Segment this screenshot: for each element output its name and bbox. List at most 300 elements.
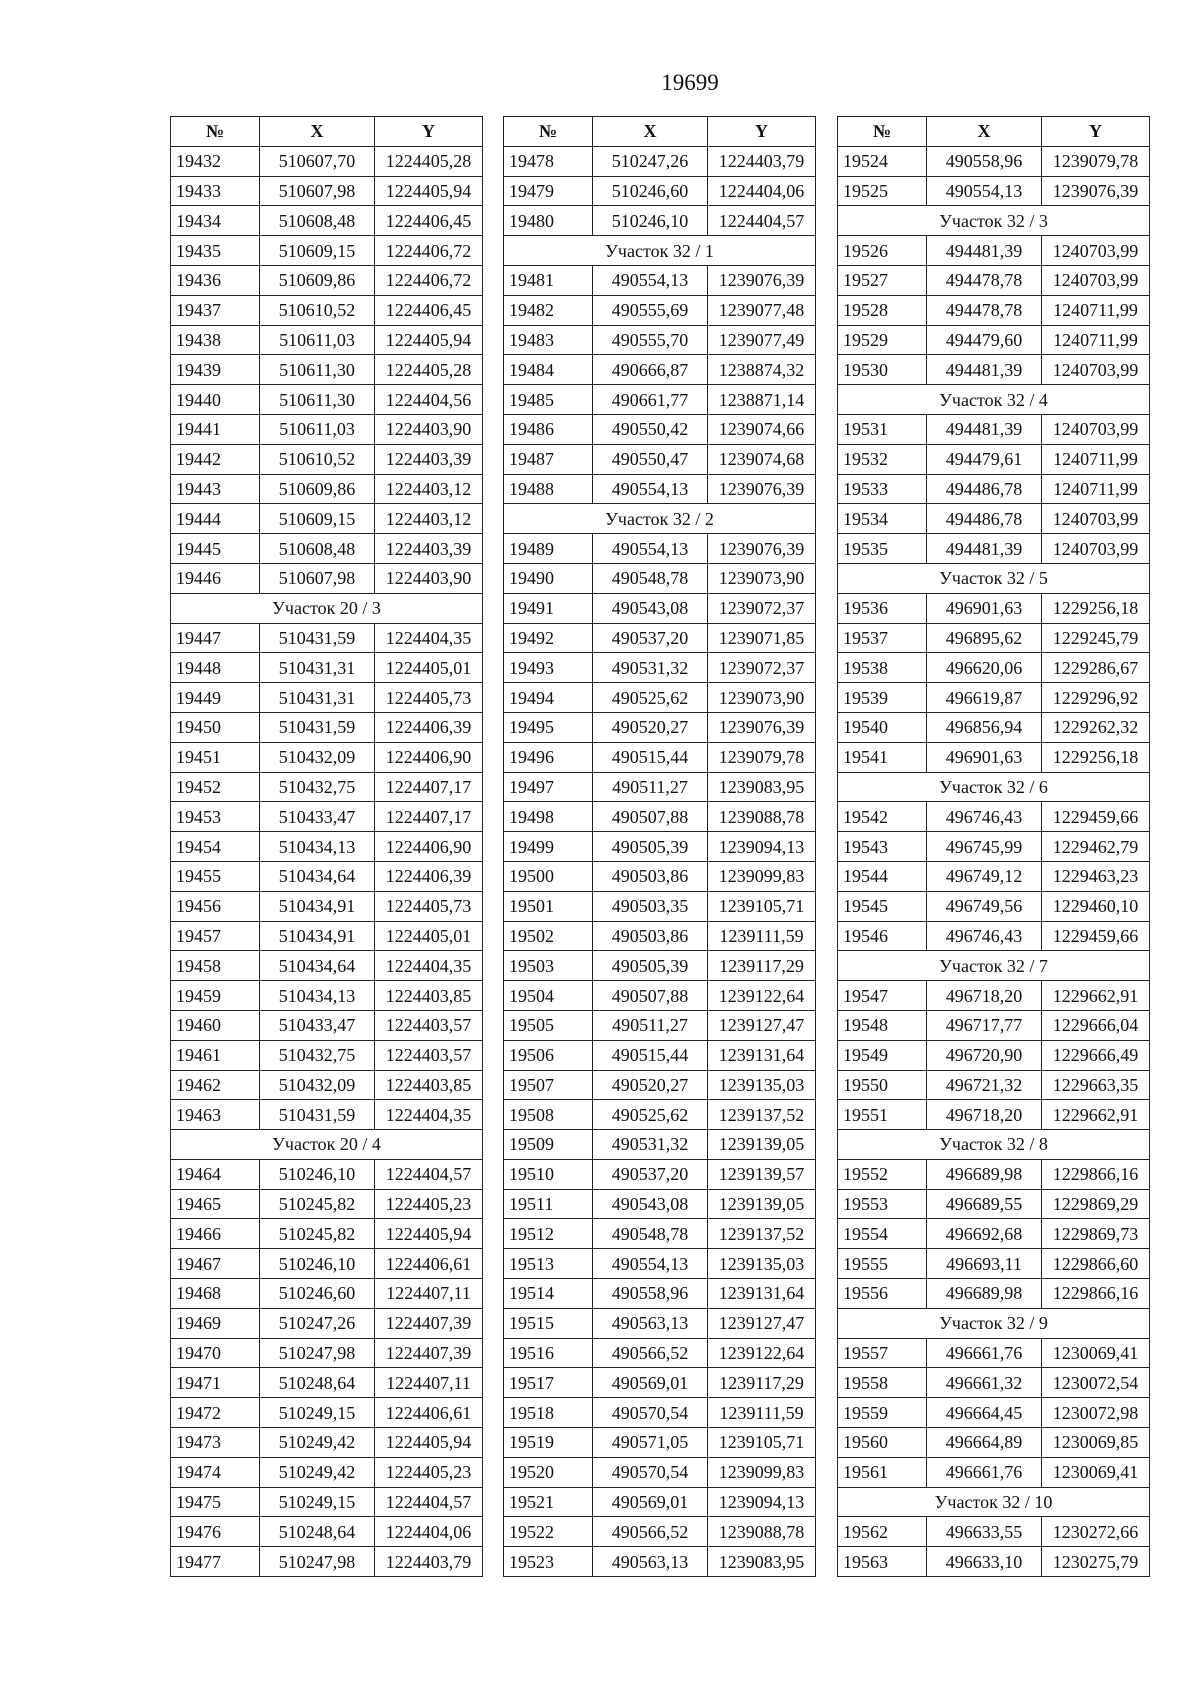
- point-number: 19525: [838, 176, 927, 206]
- coord-y: 1239076,39: [708, 474, 816, 504]
- coord-y: 1229866,60: [1042, 1249, 1150, 1279]
- point-number: 19465: [171, 1189, 260, 1219]
- table-row: [504, 563, 816, 593]
- coord-y: 1229869,73: [1042, 1219, 1150, 1249]
- point-number: 19548: [838, 1010, 927, 1040]
- coord-y: 1224404,06: [375, 1517, 483, 1547]
- table-row: [504, 921, 816, 951]
- coord-x: 496692,68: [927, 1219, 1042, 1249]
- coord-y: 1224404,57: [375, 1159, 483, 1189]
- header-number: №: [171, 117, 260, 147]
- point-number: 19534: [838, 504, 927, 534]
- point-number: 19551: [838, 1100, 927, 1130]
- coord-y: 1229662,91: [1042, 1100, 1150, 1130]
- coord-y: 1224405,23: [375, 1457, 483, 1487]
- table-row: [504, 802, 816, 832]
- point-number: 19483: [504, 325, 593, 355]
- point-number: 19516: [504, 1338, 593, 1368]
- point-number: 19440: [171, 385, 260, 415]
- coord-y: 1239099,83: [708, 861, 816, 891]
- table-row: [171, 683, 483, 713]
- coord-y: 1224405,73: [375, 891, 483, 921]
- coord-x: 510247,26: [593, 146, 708, 176]
- table-row: [171, 1219, 483, 1249]
- table-row: [171, 1308, 483, 1338]
- point-number: 19488: [504, 474, 593, 504]
- point-number: 19492: [504, 623, 593, 653]
- table-row: [171, 1010, 483, 1040]
- section-title: Участок 20 / 4: [171, 1130, 483, 1160]
- coord-y: 1240703,99: [1042, 355, 1150, 385]
- coord-x: 510434,64: [260, 861, 375, 891]
- coord-x: 496664,89: [927, 1428, 1042, 1458]
- coord-x: 494481,39: [927, 355, 1042, 385]
- coord-y: 1239139,05: [708, 1189, 816, 1219]
- coord-x: 496745,99: [927, 832, 1042, 862]
- table-row: [838, 1070, 1150, 1100]
- coord-y: 1224407,17: [375, 772, 483, 802]
- table-row: [504, 1159, 816, 1189]
- point-number: 19528: [838, 295, 927, 325]
- coord-y: 1239139,57: [708, 1159, 816, 1189]
- coord-y: 1240711,99: [1042, 444, 1150, 474]
- coord-x: 510434,13: [260, 832, 375, 862]
- coord-y: 1224403,79: [708, 146, 816, 176]
- coord-x: 490554,13: [593, 265, 708, 295]
- section-title: Участок 32 / 6: [838, 772, 1150, 802]
- table-row: [171, 742, 483, 772]
- header-number: №: [504, 117, 593, 147]
- coord-y: 1230072,98: [1042, 1398, 1150, 1428]
- table-row: [504, 981, 816, 1011]
- coord-x: 494481,39: [927, 236, 1042, 266]
- coord-x: 510607,98: [260, 176, 375, 206]
- coord-y: 1229256,18: [1042, 742, 1150, 772]
- table-row: [838, 683, 1150, 713]
- coord-y: 1224405,94: [375, 1219, 483, 1249]
- point-number: 19470: [171, 1338, 260, 1368]
- table-row: [171, 1279, 483, 1309]
- header-y: Y: [1042, 117, 1150, 147]
- point-number: 19451: [171, 742, 260, 772]
- coord-y: 1224407,17: [375, 802, 483, 832]
- table-row: [504, 295, 816, 325]
- coord-y: 1239137,52: [708, 1100, 816, 1130]
- point-number: 19508: [504, 1100, 593, 1130]
- table-row: [171, 1159, 483, 1189]
- coord-y: 1224403,12: [375, 504, 483, 534]
- section-title: Участок 32 / 4: [838, 385, 1150, 415]
- coord-y: 1238874,32: [708, 355, 816, 385]
- table-row: [504, 1338, 816, 1368]
- coord-y: 1229459,66: [1042, 802, 1150, 832]
- coord-x: 510610,52: [260, 444, 375, 474]
- table-row: [171, 1249, 483, 1279]
- coord-x: 490570,54: [593, 1398, 708, 1428]
- coord-y: 1239071,85: [708, 623, 816, 653]
- table-row: [838, 653, 1150, 683]
- header-y: Y: [708, 117, 816, 147]
- table-row: [504, 951, 816, 981]
- point-number: 19541: [838, 742, 927, 772]
- table-row: [171, 1070, 483, 1100]
- coord-x: 490554,13: [593, 474, 708, 504]
- point-number: 19493: [504, 653, 593, 683]
- table-row: [838, 504, 1150, 534]
- coord-x: 510246,60: [260, 1279, 375, 1309]
- coord-y: 1224406,90: [375, 742, 483, 772]
- coord-y: 1224405,23: [375, 1189, 483, 1219]
- point-number: 19555: [838, 1249, 927, 1279]
- coord-x: 496746,43: [927, 921, 1042, 951]
- point-number: 19494: [504, 683, 593, 713]
- coordinates-table-2: [503, 116, 816, 1577]
- table-row: [838, 593, 1150, 623]
- point-number: 19466: [171, 1219, 260, 1249]
- section-title: Участок 32 / 9: [838, 1308, 1150, 1338]
- table-row: [171, 265, 483, 295]
- coord-x: 490525,62: [593, 1100, 708, 1130]
- section-row: [171, 593, 483, 623]
- coord-x: 490511,27: [593, 772, 708, 802]
- coord-y: 1239137,52: [708, 1219, 816, 1249]
- coord-x: 510611,03: [260, 414, 375, 444]
- coord-y: 1239105,71: [708, 1428, 816, 1458]
- coord-x: 494478,78: [927, 265, 1042, 295]
- table-row: [171, 1398, 483, 1428]
- point-number: 19531: [838, 414, 927, 444]
- table-header-row: [171, 117, 483, 147]
- table-row: [504, 206, 816, 236]
- coord-y: 1229245,79: [1042, 623, 1150, 653]
- coord-x: 490507,88: [593, 981, 708, 1011]
- page-number: 19699: [661, 70, 719, 95]
- table-row: [838, 1219, 1150, 1249]
- table-row: [171, 474, 483, 504]
- coord-x: 490550,42: [593, 414, 708, 444]
- point-number: 19560: [838, 1428, 927, 1458]
- point-number: 19450: [171, 712, 260, 742]
- coord-y: 1224406,39: [375, 861, 483, 891]
- coord-y: 1240711,99: [1042, 474, 1150, 504]
- table-row: [838, 1189, 1150, 1219]
- point-number: 19452: [171, 772, 260, 802]
- point-number: 19445: [171, 534, 260, 564]
- point-number: 19437: [171, 295, 260, 325]
- table-row: [838, 802, 1150, 832]
- table-row: [504, 861, 816, 891]
- point-number: 19471: [171, 1368, 260, 1398]
- table-row: [504, 1308, 816, 1338]
- coordinates-table-1: [170, 116, 483, 1577]
- table-row: [504, 1487, 816, 1517]
- coord-x: 490555,70: [593, 325, 708, 355]
- coord-x: 510431,59: [260, 1100, 375, 1130]
- section-title: Участок 32 / 8: [838, 1130, 1150, 1160]
- coord-x: 510608,48: [260, 206, 375, 236]
- point-number: 19432: [171, 146, 260, 176]
- point-number: 19510: [504, 1159, 593, 1189]
- coord-y: 1239076,39: [708, 712, 816, 742]
- coord-x: 496901,63: [927, 593, 1042, 623]
- coord-y: 1224403,39: [375, 444, 483, 474]
- coord-y: 1239076,39: [1042, 176, 1150, 206]
- coord-y: 1239117,29: [708, 1368, 816, 1398]
- table-row: [838, 265, 1150, 295]
- table-row: [504, 1040, 816, 1070]
- coord-x: 510248,64: [260, 1517, 375, 1547]
- coord-y: 1240703,99: [1042, 414, 1150, 444]
- table-row: [171, 1040, 483, 1070]
- table-row: [838, 712, 1150, 742]
- point-number: 19486: [504, 414, 593, 444]
- point-number: 19514: [504, 1279, 593, 1309]
- header-number: №: [838, 117, 927, 147]
- coord-y: 1239073,90: [708, 563, 816, 593]
- table-row: [504, 593, 816, 623]
- table-row: [504, 355, 816, 385]
- table-row: [504, 1189, 816, 1219]
- coord-y: 1224404,57: [375, 1487, 483, 1517]
- point-number: 19460: [171, 1010, 260, 1040]
- table-row: [504, 832, 816, 862]
- table-row: [171, 1547, 483, 1577]
- table-row: [171, 146, 483, 176]
- coord-x: 496689,55: [927, 1189, 1042, 1219]
- table-row: [171, 414, 483, 444]
- coord-y: 1229286,67: [1042, 653, 1150, 683]
- coord-y: 1224405,94: [375, 325, 483, 355]
- coord-y: 1240703,99: [1042, 236, 1150, 266]
- point-number: 19468: [171, 1279, 260, 1309]
- coord-y: 1230069,85: [1042, 1428, 1150, 1458]
- point-number: 19475: [171, 1487, 260, 1517]
- coord-x: 496689,98: [927, 1279, 1042, 1309]
- coord-x: 510609,15: [260, 236, 375, 266]
- coord-x: 510246,10: [260, 1249, 375, 1279]
- coord-y: 1239131,64: [708, 1040, 816, 1070]
- coord-y: 1230275,79: [1042, 1547, 1150, 1577]
- coord-y: 1239074,68: [708, 444, 816, 474]
- coord-x: 496693,11: [927, 1249, 1042, 1279]
- table-row: [171, 772, 483, 802]
- table-row: [171, 1517, 483, 1547]
- point-number: 19484: [504, 355, 593, 385]
- table-row: [504, 1428, 816, 1458]
- table-row: [171, 951, 483, 981]
- coord-x: 510245,82: [260, 1189, 375, 1219]
- coord-x: 496901,63: [927, 742, 1042, 772]
- point-number: 19542: [838, 802, 927, 832]
- coordinates-table-3: [837, 116, 1150, 1577]
- section-title: Участок 20 / 3: [171, 593, 483, 623]
- table-row: [504, 1398, 816, 1428]
- coord-x: 490503,86: [593, 921, 708, 951]
- point-number: 19515: [504, 1308, 593, 1338]
- point-number: 19526: [838, 236, 927, 266]
- table-row: [504, 265, 816, 295]
- table-row: [171, 444, 483, 474]
- coord-y: 1239099,83: [708, 1457, 816, 1487]
- coord-y: 1224405,28: [375, 355, 483, 385]
- section-title: Участок 32 / 5: [838, 563, 1150, 593]
- coord-y: 1230069,41: [1042, 1338, 1150, 1368]
- coord-x: 496661,32: [927, 1368, 1042, 1398]
- coord-y: 1239117,29: [708, 951, 816, 981]
- coord-y: 1229869,29: [1042, 1189, 1150, 1219]
- point-number: 19458: [171, 951, 260, 981]
- table-row: [838, 1547, 1150, 1577]
- coord-x: 490505,39: [593, 832, 708, 862]
- coord-x: 510248,64: [260, 1368, 375, 1398]
- coord-y: 1224403,57: [375, 1040, 483, 1070]
- section-row: [504, 504, 816, 534]
- point-number: 19546: [838, 921, 927, 951]
- coord-y: 1229866,16: [1042, 1159, 1150, 1189]
- section-row: [838, 1308, 1150, 1338]
- coord-y: 1224403,85: [375, 1070, 483, 1100]
- coord-x: 510433,47: [260, 802, 375, 832]
- coord-x: 510434,91: [260, 921, 375, 951]
- coord-y: 1229262,32: [1042, 712, 1150, 742]
- coord-y: 1229459,66: [1042, 921, 1150, 951]
- coord-x: 496664,45: [927, 1398, 1042, 1428]
- point-number: 19502: [504, 921, 593, 951]
- point-number: 19554: [838, 1219, 927, 1249]
- coord-x: 510607,98: [260, 563, 375, 593]
- coord-y: 1239127,47: [708, 1308, 816, 1338]
- point-number: 19476: [171, 1517, 260, 1547]
- coord-y: 1224406,72: [375, 236, 483, 266]
- point-number: 19434: [171, 206, 260, 236]
- point-number: 19439: [171, 355, 260, 385]
- coord-x: 510609,86: [260, 265, 375, 295]
- coord-x: 494479,60: [927, 325, 1042, 355]
- coord-x: 490554,13: [927, 176, 1042, 206]
- point-number: 19489: [504, 534, 593, 564]
- coord-x: 490661,77: [593, 385, 708, 415]
- section-row: [838, 951, 1150, 981]
- coord-x: 510610,52: [260, 295, 375, 325]
- section-row: [838, 1130, 1150, 1160]
- table-row: [171, 206, 483, 236]
- point-number: 19454: [171, 832, 260, 862]
- section-row: [171, 1130, 483, 1160]
- coord-x: 490515,44: [593, 742, 708, 772]
- coord-x: 510611,03: [260, 325, 375, 355]
- section-title: Участок 32 / 3: [838, 206, 1150, 236]
- point-number: 19474: [171, 1457, 260, 1487]
- coord-y: 1224406,39: [375, 712, 483, 742]
- coord-y: 1239094,13: [708, 1487, 816, 1517]
- coord-y: 1224406,61: [375, 1249, 483, 1279]
- table-row: [838, 1010, 1150, 1040]
- point-number: 19498: [504, 802, 593, 832]
- coord-x: 510434,91: [260, 891, 375, 921]
- table-row: [171, 623, 483, 653]
- coord-y: 1239139,05: [708, 1130, 816, 1160]
- section-title: Участок 32 / 1: [504, 236, 816, 266]
- point-number: 19478: [504, 146, 593, 176]
- coord-x: 490503,35: [593, 891, 708, 921]
- header-x: X: [927, 117, 1042, 147]
- table-row: [171, 712, 483, 742]
- coord-y: 1239079,78: [1042, 146, 1150, 176]
- table-row: [838, 832, 1150, 862]
- coord-x: 510247,98: [260, 1547, 375, 1577]
- table-row: [171, 355, 483, 385]
- table-row: [504, 623, 816, 653]
- coord-x: 490537,20: [593, 1159, 708, 1189]
- table-row: [171, 981, 483, 1011]
- coord-x: 496749,56: [927, 891, 1042, 921]
- point-number: 19527: [838, 265, 927, 295]
- coord-x: 490569,01: [593, 1487, 708, 1517]
- point-number: 19501: [504, 891, 593, 921]
- coord-x: 496620,06: [927, 653, 1042, 683]
- coord-y: 1229866,16: [1042, 1279, 1150, 1309]
- point-number: 19435: [171, 236, 260, 266]
- table-row: [504, 712, 816, 742]
- table-row: [504, 1368, 816, 1398]
- coord-x: 510431,59: [260, 712, 375, 742]
- point-number: 19504: [504, 981, 593, 1011]
- coord-x: 496721,32: [927, 1070, 1042, 1100]
- point-number: 19444: [171, 504, 260, 534]
- coord-y: 1224406,72: [375, 265, 483, 295]
- header-x: X: [593, 117, 708, 147]
- coord-x: 490571,05: [593, 1428, 708, 1458]
- point-number: 19485: [504, 385, 593, 415]
- table-row: [838, 1279, 1150, 1309]
- coord-y: 1224403,90: [375, 414, 483, 444]
- coord-y: 1224406,45: [375, 206, 483, 236]
- table-row: [171, 1100, 483, 1130]
- coord-x: 510609,15: [260, 504, 375, 534]
- table-row: [171, 1368, 483, 1398]
- table-row: [838, 623, 1150, 653]
- table-row: [504, 1070, 816, 1100]
- table-row: [838, 534, 1150, 564]
- coord-y: 1239073,90: [708, 683, 816, 713]
- coord-x: 510246,10: [593, 206, 708, 236]
- coord-x: 510249,15: [260, 1398, 375, 1428]
- coord-x: 510434,64: [260, 951, 375, 981]
- coord-x: 496720,90: [927, 1040, 1042, 1070]
- point-number: 19467: [171, 1249, 260, 1279]
- coord-y: 1239135,03: [708, 1070, 816, 1100]
- table-row: [504, 1279, 816, 1309]
- table-row: [504, 1130, 816, 1160]
- point-number: 19530: [838, 355, 927, 385]
- section-row: [838, 385, 1150, 415]
- table-row: [171, 802, 483, 832]
- coord-x: 490520,27: [593, 1070, 708, 1100]
- coord-x: 490531,32: [593, 653, 708, 683]
- coord-x: 496895,62: [927, 623, 1042, 653]
- table-row: [504, 534, 816, 564]
- point-number: 19524: [838, 146, 927, 176]
- coord-x: 490543,08: [593, 1189, 708, 1219]
- coord-y: 1238871,14: [708, 385, 816, 415]
- table-row: [171, 504, 483, 534]
- coord-y: 1224407,11: [375, 1279, 483, 1309]
- table-row: [504, 385, 816, 415]
- coord-y: 1224407,39: [375, 1308, 483, 1338]
- table-row: [838, 1249, 1150, 1279]
- coord-y: 1224405,01: [375, 653, 483, 683]
- table-row: [838, 891, 1150, 921]
